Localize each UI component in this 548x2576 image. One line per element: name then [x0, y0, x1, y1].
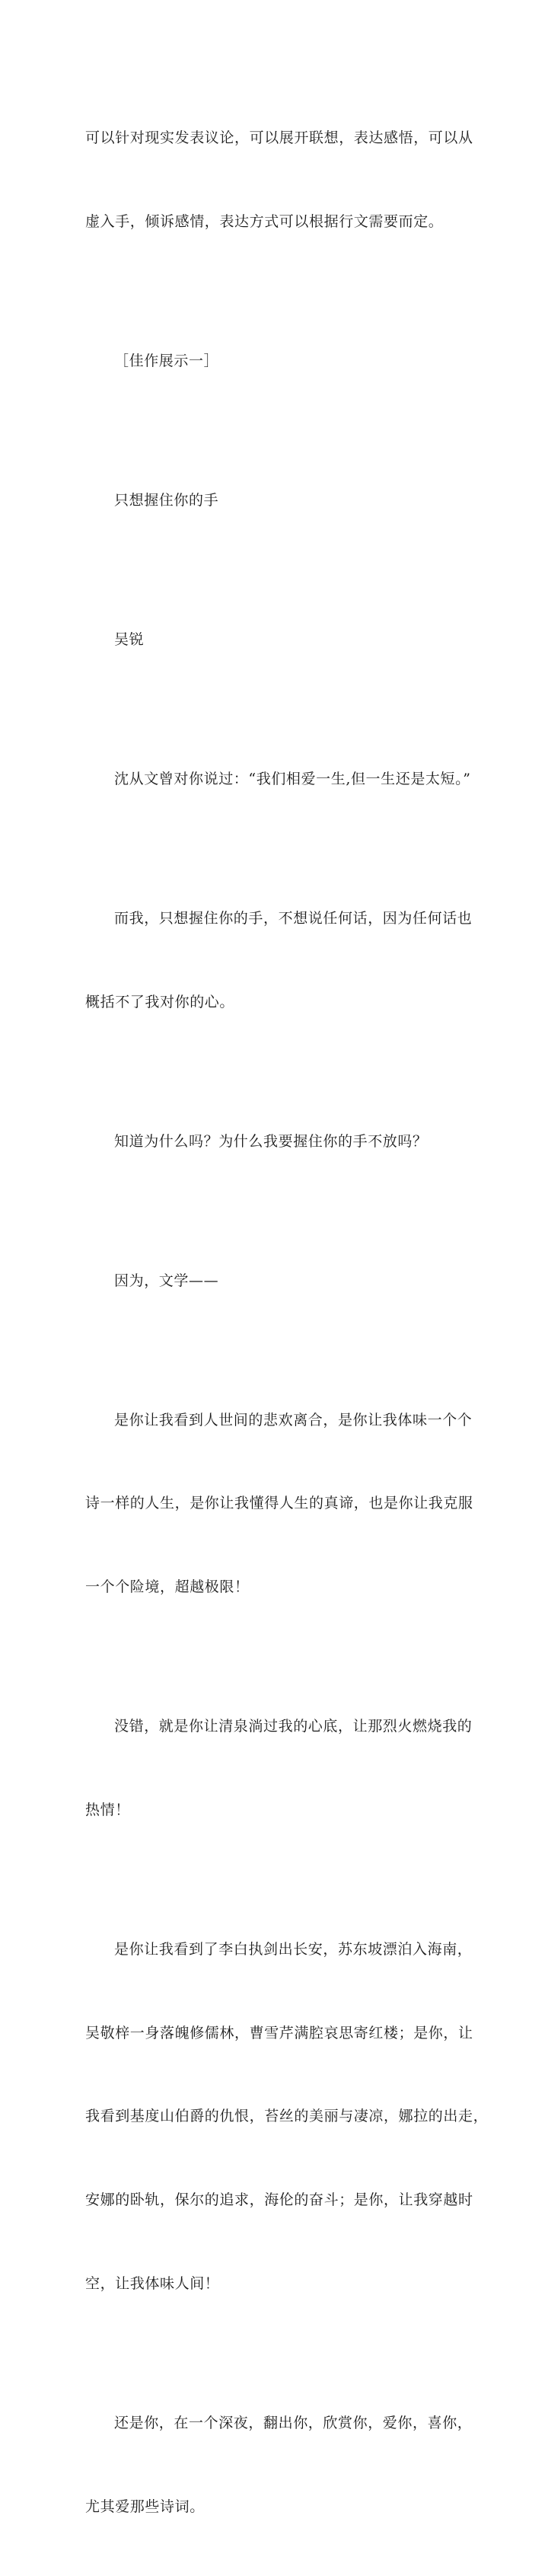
text-line: 概括不了我对你的心。 [85, 993, 235, 1010]
text-line: 只想握住你的手 [114, 491, 219, 509]
paragraph [85, 1880, 489, 2354]
text-line: 尤其爱那些诗词。 [85, 2498, 205, 2515]
text-line: 虚入手，倾诉感情，表达方式可以根据行文需要而定。 [85, 212, 444, 230]
paragraph [85, 1657, 473, 1880]
text-line: 是你让我看到人世间的悲欢离合，是你让我体味一个个 [114, 1411, 473, 1428]
text-line: 还是你，在一个深夜，翻出你，欣赏你，爱你，喜你， [114, 2414, 473, 2431]
paragraph [85, 1071, 466, 1211]
text-line: 可以针对现实发表议论，可以展开联想，表达感悟，可以从 [85, 129, 473, 147]
text-line: 吴敬梓一身落魄修儒林，曹雪芹满腔哀思寄红楼；是你，让 [85, 2024, 473, 2041]
text-line: 因为，文学—— [114, 1272, 219, 1289]
section-heading [85, 292, 466, 431]
text-line: 吴锐 [114, 630, 145, 648]
text-line: 热情！ [85, 1801, 130, 1818]
text-line: 诗一样的人生，是你让我懂得人生的真谛，也是你让我克服 [85, 1495, 473, 1512]
paragraph [85, 849, 473, 1072]
essay-title [85, 431, 466, 570]
paragraph [85, 1211, 466, 1350]
text-line: 空，让我体味人间！ [85, 2274, 220, 2292]
paragraph [85, 710, 471, 849]
text-line: 是你让我看到了李白执剑出长安，苏东坡漂泊入海南， [114, 1940, 473, 1958]
text-line: ［佳作展示一］ [114, 352, 219, 369]
text-line: 安娜的卧轨，保尔的追求，海伦的奋斗；是你，让我穿越时 [85, 2191, 473, 2209]
text-line: 而我，只想握住你的手，不想说任何话，因为任何话也 [114, 909, 473, 927]
text-line: 没错，就是你让清泉淌过我的心底，让那烈火燃烧我的 [114, 1718, 473, 1735]
text-line: 知道为什么吗？为什么我要握住你的手不放吗？ [114, 1132, 428, 1150]
paragraph-intro [85, 69, 473, 292]
document-body [85, 69, 489, 2576]
text-line: 我看到基度山伯爵的仇恨，苔丝的美丽与凄凉，娜拉的出走， [85, 2108, 489, 2125]
text-line: 沈从文曾对你说过：“我们相爱一生,但一生还是太短。” [114, 770, 471, 787]
essay-author [85, 570, 466, 710]
paragraph [85, 2354, 473, 2576]
text-line: 一个个险境，超越极限！ [85, 1578, 250, 1596]
paragraph [85, 1350, 473, 1657]
